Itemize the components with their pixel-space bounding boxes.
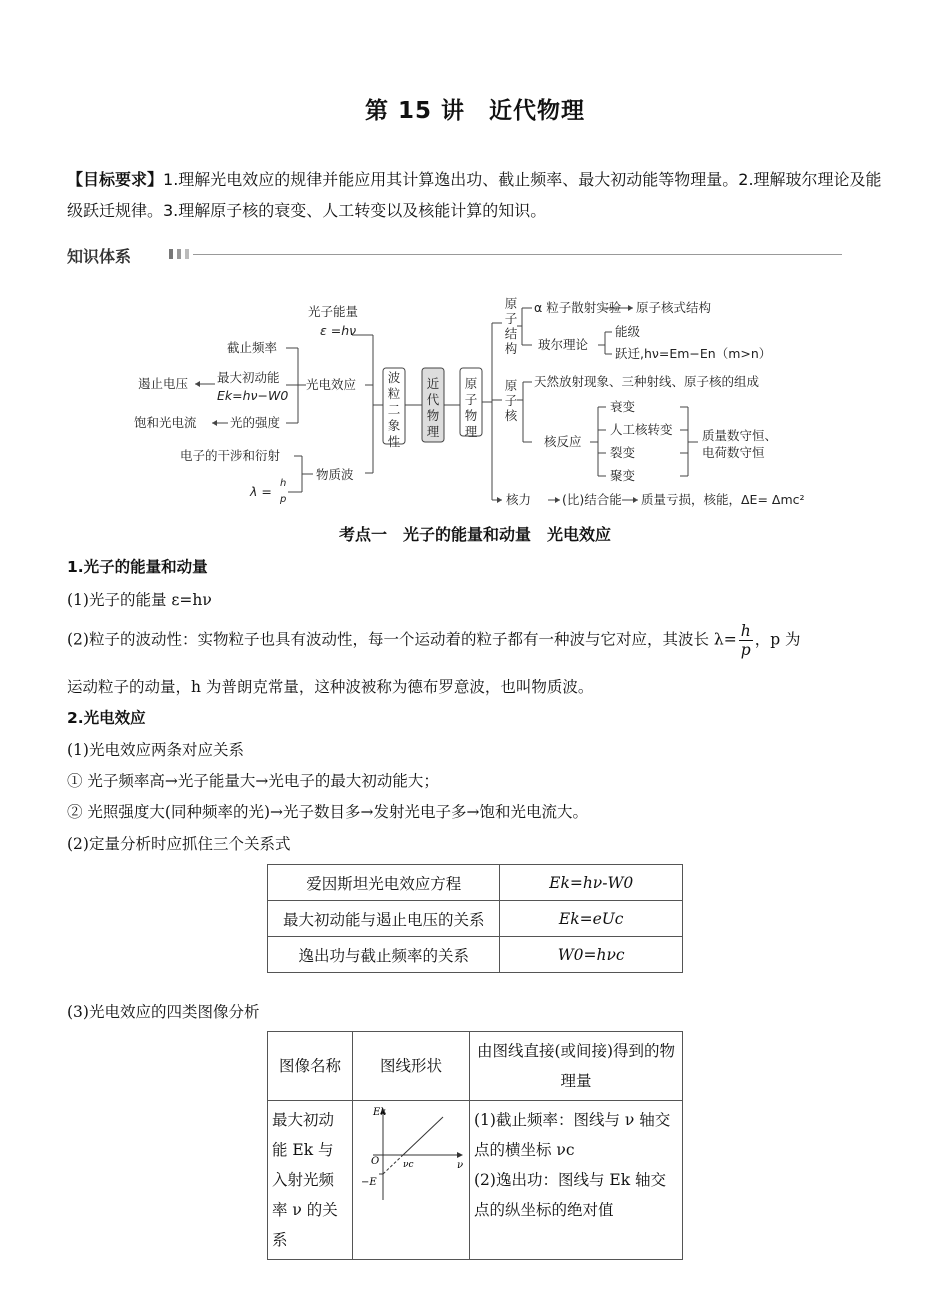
graph-name-cell: 最大初动能 Ek 与入射光频率 ν 的关系 (268, 1101, 353, 1260)
graph-shape-cell (353, 1101, 470, 1260)
lambda-formula: λ = (250, 484, 272, 499)
header-cell: 图像名称 (268, 1032, 353, 1101)
ek-nu-graph (353, 1105, 469, 1205)
fission: 裂变 (610, 445, 636, 460)
knowledge-diagram (130, 290, 830, 515)
table-cell: 逸出功与截止频率的关系 (268, 937, 500, 973)
section-title: 考点一 光子的能量和动量 光电效应 (338, 525, 611, 544)
para-wave-cont: 运动粒子的动量，h 为普朗克常量，这种波被称为德布罗意波，也叫物质波。 (67, 678, 594, 696)
para-rel-2: ② 光照强度大(同种频率的光)→光子数目多→发射光电子多→饱和光电流大。 (67, 803, 588, 821)
energy-level: 能级 (615, 324, 641, 339)
graph-y-label: Ek (373, 1107, 387, 1118)
table-cell: 最大初动能与遏止电压的关系 (268, 901, 500, 937)
table-cell: Ek=hν-W0 (500, 865, 683, 901)
result-2: (2)逸出功：图线与 Ek 轴交点的纵坐标的绝对值 (474, 1171, 667, 1219)
conservation-1: 质量数守恒、 (702, 428, 778, 443)
heading-1: 1.光子的能量和动量 (67, 558, 208, 576)
electron-interference: 电子的干涉和衍射 (180, 448, 281, 463)
para-photon-energy: (1)光子的能量 ε=hν (67, 591, 212, 609)
header-cell: 由图线直接(或间接)得到的物理量 (470, 1032, 683, 1101)
saturation-current: 饱和光电流 (134, 415, 197, 430)
knowledge-system-label: 知识体系 (67, 247, 132, 266)
atomic-physics-text: 原子物理 (464, 376, 478, 439)
max-kinetic-energy: 最大初动能 (217, 370, 280, 385)
center-text: 近代物理 (426, 376, 440, 439)
table-cell: Ek=eUc (500, 901, 683, 937)
photon-energy: 光子能量 (308, 304, 359, 319)
nuclear-force: 核力 (506, 492, 532, 507)
divider (193, 254, 842, 255)
lambda-fraction (739, 622, 753, 659)
graph-vc-label: νc (403, 1160, 414, 1170)
nuclear-reaction: 核反应 (544, 434, 582, 449)
table-cell: 爱因斯坦光电效应方程 (268, 865, 500, 901)
lambda-num: h (280, 478, 287, 489)
light-intensity: 光的强度 (230, 415, 281, 430)
ek-formula: Ek=hν−W0 (217, 388, 289, 403)
frac-numerator: h (740, 622, 751, 640)
table-header-row (268, 1032, 683, 1101)
frac-denominator: p (740, 641, 751, 659)
mass-defect: 质量亏损，核能，ΔE= Δmc² (641, 492, 805, 507)
bar-mark-icon (177, 249, 181, 259)
bohr-theory: 玻尔理论 (538, 337, 589, 352)
para-relations: (1)光电效应两条对应关系 (67, 741, 244, 759)
knowledge-system-header (67, 240, 842, 266)
bar-mark-icon (185, 249, 189, 259)
table-row (268, 865, 683, 901)
header-cell: 图线形状 (353, 1032, 470, 1101)
radioactivity: 天然放射现象、三种射线、原子核的组成 (534, 374, 760, 389)
para-rel-1: ① 光子频率高→光子能量大→光电子的最大初动能大； (67, 772, 439, 790)
learning-goals (67, 164, 887, 226)
decay: 衰变 (610, 399, 636, 414)
para-wave-tail: ，p 为 (754, 630, 801, 649)
page-title: 第 15 讲 近代物理 (364, 98, 586, 124)
nucleus-model: 原子核式结构 (636, 300, 712, 315)
atom-structure-text: 原子结构 (504, 296, 518, 356)
heading-2: 2.光电效应 (67, 709, 146, 727)
conservation-2: 电荷数守恒 (702, 445, 765, 460)
cutoff-frequency: 截止频率 (227, 340, 278, 355)
matter-wave: 物质波 (316, 467, 354, 482)
wave-particle-text: 波粒二象性 (387, 370, 401, 449)
graph-result-cell (470, 1101, 683, 1260)
result-1: (1)截止频率：图线与 ν 轴交点的横坐标 νc (474, 1111, 671, 1159)
alpha-scattering: α 粒子散射实验 (534, 300, 622, 315)
graph-origin: O (371, 1156, 380, 1167)
photon-energy-formula: ε =hν (320, 323, 357, 338)
para-wave-text: (2)粒子的波动性：实物粒子也具有波动性，每一个运动着的粒子都有一种波与它对应，其波长 λ= (67, 630, 737, 649)
table-cell: W0=hνc (500, 937, 683, 973)
formula-table (267, 864, 683, 973)
table-row (268, 937, 683, 973)
artificial-transmutation: 人工核转变 (610, 422, 673, 437)
photoeffect: 光电效应 (306, 377, 357, 392)
para-quant: (2)定量分析时应抓住三个关系式 (67, 835, 291, 853)
stopping-voltage: 遏止电压 (138, 376, 189, 391)
para-wave-nature (67, 622, 882, 659)
graph-x-label: ν (457, 1160, 464, 1171)
goals-text: 1.理解光电效应的规律并能应用其计算逸出功、截止频率、最大初动能等物理量。2.理解玻尔理论及能级跃迁规律。3.理解原子核的衰变、人工转变以及核能计算的知识。 (67, 170, 882, 220)
transition: 跃迁,hν=Em−En（m>n） (615, 346, 772, 361)
graph-table (267, 1031, 683, 1260)
binding-energy: (比)结合能 (562, 492, 622, 507)
table-row (268, 901, 683, 937)
lambda-den: p (280, 494, 287, 505)
table-row (268, 1101, 683, 1260)
bar-mark-icon (169, 249, 173, 259)
para-graphs: (3)光电效应的四类图像分析 (67, 1003, 260, 1021)
graph-neg-label: −E (361, 1177, 377, 1188)
goals-label: 【目标要求】 (67, 170, 164, 189)
nucleus-text: 原子核 (504, 378, 518, 423)
fusion: 聚变 (610, 468, 636, 483)
